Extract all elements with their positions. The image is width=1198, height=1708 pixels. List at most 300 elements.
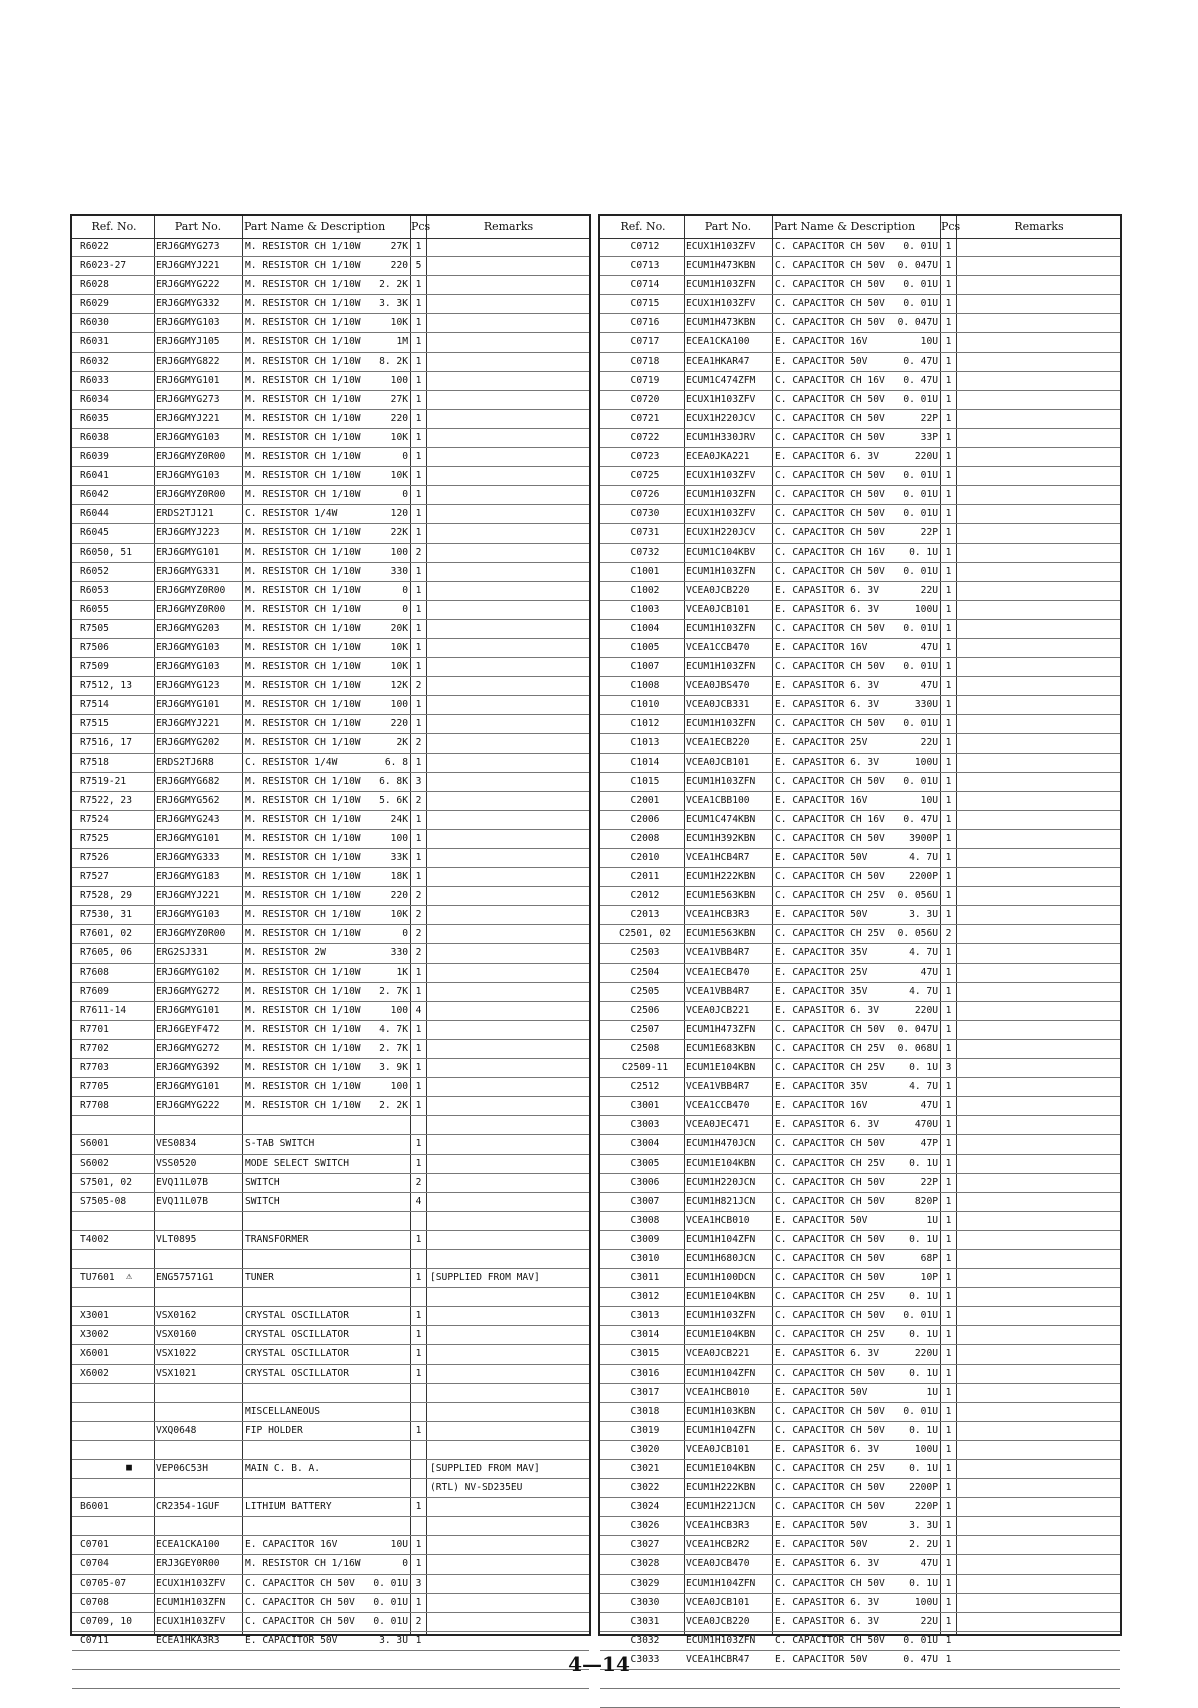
table-row [600,849,1120,868]
pcs-cell: 1 [415,1062,422,1074]
table-row [600,1040,1120,1059]
table-row [72,467,589,486]
pcs-cell: 1 [945,298,952,310]
pcs-cell: 2 [415,680,422,692]
table-row [600,448,1120,467]
part-no-cell: ECEA0JKA221 [686,451,750,463]
ref-no-cell: C2001 [630,794,660,806]
ref-no-cell: C0709, 10 [80,1615,132,1627]
part-name-cell: M. RESISTOR CH 1/10W [245,1062,361,1074]
part-name-cell: C. CAPACITOR CH 50V [775,527,885,539]
table-row [72,1575,589,1594]
ref-no-cell: C2013 [630,909,660,921]
part-no-cell: ERJ6GMYZ0R00 [156,489,226,501]
part-no-cell: ERJ6GMYG101 [156,374,220,386]
part-name-cell: E. CAPACITOR 25V [775,966,868,978]
part-no-cell: ERJ6GMYG682 [156,775,220,787]
part-name-cell: C. CAPACITOR CH 16V [775,813,885,825]
part-name-cell: M. RESISTOR CH 1/10W [245,737,361,749]
part-no-cell: ERJ6GMYG101 [156,1004,220,1016]
part-no-cell: ERJ6GMYG103 [156,909,220,921]
value-cell: 2. 2K [379,279,408,291]
value-cell: 3. 3U [909,1520,938,1532]
part-name-cell: C. CAPACITOR CH 50V [775,279,885,291]
pcs-cell: 1 [415,336,422,348]
value-cell: 33K [390,852,408,863]
part-name-cell: E. CAPACITOR 35V [775,1081,868,1093]
table-body [600,238,1120,1708]
ref-no-cell: C1013 [630,737,660,749]
ref-no-cell: C0721 [630,412,660,424]
part-no-cell: ERJ6GMYJ221 [156,412,220,424]
part-no-cell: VCEA0JCB331 [686,699,750,711]
table-row [72,410,589,429]
table-row [72,1078,589,1097]
table-row [72,1384,589,1403]
part-name-cell: MODE SELECT SWITCH [245,1157,349,1169]
part-no-cell: ECUX1H220JCV [686,412,756,424]
ref-no-cell: C3024 [630,1501,660,1513]
table-row [600,257,1120,276]
header-ref-no: Ref. No. [91,220,137,233]
table-row [600,677,1120,696]
part-no-cell: ERJ6GMYJ223 [156,527,220,539]
table-row [600,314,1120,333]
ref-no-cell: R7701 [80,1023,109,1035]
pcs-cell: 1 [945,1329,952,1341]
value-cell: 33P [920,431,938,443]
table-row [72,1403,589,1422]
part-no-cell: ERJ6GEYF472 [156,1023,220,1035]
table-row [72,257,589,276]
part-name-cell: E. CAPACITOR 50V [775,1653,868,1665]
part-no-cell: VCEA1HCBR47 [686,1653,750,1665]
value-cell: 0. 01U [903,508,938,520]
ref-no-cell: C0726 [630,489,660,501]
table-row [600,1002,1120,1021]
table-row [600,811,1120,830]
part-name-cell: C. CAPACITOR CH 25V [775,1329,885,1341]
table-row [72,1555,589,1574]
part-name-cell: C. CAPACITOR CH 25V [775,1157,885,1169]
part-name-cell: M. RESISTOR CH 1/10W [245,852,361,863]
table-row [72,524,589,543]
part-name-cell: M. RESISTOR CH 1/10W [245,412,361,424]
ref-no-cell: C2508 [630,1042,660,1054]
value-cell: 0. 1U [909,1157,938,1169]
ref-no-cell: R7527 [80,871,109,883]
pcs-cell: 1 [945,832,952,844]
part-no-cell: ECEA1HKA3R3 [156,1634,220,1646]
ref-no-cell: R6029 [80,298,109,310]
pcs-cell: 1 [415,1100,422,1112]
table-row [600,1536,1120,1555]
table-row [72,1479,589,1498]
table-row [72,849,589,868]
table-row [600,1403,1120,1422]
ref-no-cell: C1008 [630,680,660,692]
ref-no-cell: C3017 [630,1386,660,1398]
part-name-cell: M. RESISTOR CH 1/10W [245,317,361,329]
pcs-cell: 1 [945,1405,952,1417]
ref-no-cell: C0730 [630,508,660,520]
part-no-cell: ECUM1H103ZFN [686,718,756,730]
table-row [600,1365,1120,1384]
part-name-cell: M. RESISTOR CH 1/10W [245,718,361,730]
pcs-cell: 1 [415,641,422,653]
pcs-cell: 1 [415,412,422,424]
value-cell: 20K [390,622,408,634]
ref-no-cell: R7702 [80,1042,109,1054]
ref-no-cell: R6042 [80,489,109,501]
ref-no-cell: R6031 [80,336,109,348]
table-row [72,353,589,372]
table-row [600,1326,1120,1345]
pcs-cell: 1 [415,374,422,386]
value-cell: 0. 01U [373,1615,408,1627]
part-name-cell: C. CAPACITOR CH 50V [775,1634,885,1646]
ref-no-cell: C1002 [630,584,660,596]
ref-no-cell: C2504 [630,966,660,978]
part-no-cell: ERJ6GMYG333 [156,852,220,863]
part-name-cell: E. CAPACITOR 50V [775,1214,868,1226]
value-cell: 0. 1U [909,546,938,558]
value-cell: 22P [920,412,938,424]
part-no-cell: VCEA0JCB220 [686,1615,750,1627]
part-no-cell: VCEA0JCB101 [686,1596,750,1608]
value-cell: 100 [390,546,408,558]
table-row [600,1307,1120,1326]
table-row [72,925,589,944]
header-pcs: Pcs [411,220,431,233]
pcs-cell: 1 [945,1653,952,1665]
ref-no-cell: C3006 [630,1176,660,1188]
ref-no-cell: C3022 [630,1482,660,1494]
value-cell: 24K [390,813,408,825]
part-name-cell: M. RESISTOR CH 1/10W [245,1023,361,1035]
table-row [72,333,589,352]
part-name-cell: S-TAB SWITCH [245,1138,315,1150]
ref-no-cell: R6035 [80,412,109,424]
part-name-cell: E. CAPASITOR 6. 3V [775,1119,879,1131]
value-cell: 0. 01U [903,718,938,730]
ref-no-cell: C0715 [630,298,660,310]
part-name-cell: C. CAPACITOR CH 50V [775,661,885,673]
part-name-cell: C. CAPACITOR CH 25V [775,890,885,902]
part-name-cell: C. CAPACITOR CH 50V [245,1615,355,1627]
part-no-cell: EVQ11L07B [156,1176,208,1188]
ref-no-cell: C0722 [630,431,660,443]
header-part-no: Part No. [704,220,752,233]
table-body [72,238,589,1689]
part-no-cell: ECUX1H103ZFV [686,241,756,252]
part-name-cell: C. CAPACITOR CH 50V [775,1405,885,1417]
part-name-cell: E. CAPASITOR 6. 3V [775,1596,879,1608]
part-no-cell: ECEA1CKA100 [686,336,750,348]
value-cell: 3900P [909,832,938,844]
part-name-cell: CRYSTAL OSCILLATOR [245,1310,349,1322]
part-name-cell: M. RESISTOR CH 1/10W [245,871,361,883]
header-ref-no: Ref. No. [620,220,666,233]
value-cell: 0. 01U [903,470,938,482]
part-no-cell: ERJ6GMYG203 [156,622,220,634]
part-name-cell: M. RESISTOR CH 1/10W [245,794,361,806]
part-name-cell: C. CAPACITOR CH 25V [775,928,885,940]
part-no-cell: VCEA1VBB4R7 [686,947,750,959]
value-cell: 820P [914,1195,938,1207]
value-cell: 0. 47U [903,813,938,825]
part-no-cell: ERJ6GMYZ0R00 [156,584,226,596]
pcs-cell: 1 [945,699,952,711]
pcs-cell: 1 [415,985,422,997]
part-name-cell: M. RESISTOR CH 1/16W [245,1558,361,1570]
value-cell: 3. 3U [909,909,938,921]
part-name-cell: C. CAPACITOR CH 50V [775,431,885,443]
pcs-cell: 1 [415,1042,422,1054]
part-name-cell: M. RESISTOR CH 1/10W [245,260,361,272]
value-cell: 10K [390,470,408,482]
table-row [72,1002,589,1021]
pcs-cell: 1 [945,241,952,252]
pcs-cell: 1 [945,565,952,577]
part-no-cell: ECUM1E104KBN [686,1463,756,1474]
pcs-cell: 1 [945,1100,952,1112]
value-cell: 12K [390,680,408,692]
table-row [600,1116,1120,1135]
value-cell: 100 [390,832,408,844]
table-row [72,1021,589,1040]
value-cell: 6. 8 [384,756,408,768]
ref-no-cell: R7601, 02 [80,928,132,940]
table-row [600,1594,1120,1613]
value-cell: 2. 7K [379,1042,408,1054]
pcs-cell: 1 [945,1482,952,1494]
ref-no-cell: R6052 [80,565,109,577]
table-row [600,1498,1120,1517]
table-row [72,276,589,295]
table-row [600,639,1120,658]
table-row [600,734,1120,753]
value-cell: 0. 47U [903,355,938,367]
value-cell: 22U [920,737,938,749]
part-no-cell: VCEA1HCB010 [686,1214,750,1226]
ref-no-cell: R7524 [80,813,109,825]
table-row [600,563,1120,582]
value-cell: 0. 056U [897,890,938,902]
part-name-cell: E. CAPASITOR 6. 3V [775,603,879,615]
pcs-cell: 1 [945,718,952,730]
pcs-cell: 1 [945,985,952,997]
value-cell: 0 [402,451,408,463]
part-no-cell: VCEA0JEC471 [686,1119,750,1131]
table-row [72,1632,589,1651]
part-no-cell: ECEA1HKAR47 [686,355,750,367]
value-cell: 220 [390,718,408,730]
part-name-cell: C. CAPACITOR CH 50V [775,489,885,501]
pcs-cell: 1 [945,1596,952,1608]
pcs-cell: 1 [415,622,422,634]
part-no-cell: VCEA1HCB010 [686,1386,750,1398]
part-no-cell: VCEA0JCB221 [686,1004,750,1016]
table-row [72,1307,589,1326]
part-no-cell: VCEA1HCB3R3 [686,1520,750,1532]
value-cell: 0. 01U [373,1596,408,1608]
part-no-cell: ECUM1H103ZFN [686,1634,756,1646]
value-cell: 0. 047U [897,260,938,272]
table-row [72,906,589,925]
table-row [72,544,589,563]
table-row [600,544,1120,563]
ref-no-cell: S7501, 02 [80,1176,132,1188]
table-row [600,983,1120,1002]
table-row [72,964,589,983]
pcs-cell: 1 [945,1042,952,1054]
part-name-cell: C. CAPACITOR CH 50V [775,1252,885,1264]
value-cell: 0 [402,1558,408,1570]
ref-no-cell: C0711 [80,1634,109,1646]
ref-no-cell: C3029 [630,1577,660,1589]
part-name-cell: M. RESISTOR CH 1/10W [245,603,361,615]
part-name-cell: C. CAPACITOR CH 50V [775,718,885,730]
table-row [600,1250,1120,1269]
part-no-cell: VCEA1HCB3R3 [686,909,750,921]
value-cell: 47U [920,680,938,692]
header-part-name: Part Name & Description [244,220,386,233]
part-no-cell: ECUM1E683KBN [686,1042,756,1054]
value-cell: 0. 47U [903,374,938,386]
pcs-cell: 1 [945,260,952,272]
table-row [72,1365,589,1384]
value-cell: 4. 7U [909,852,938,863]
part-name-cell: M. RESISTOR CH 1/10W [245,470,361,482]
pcs-cell: 2 [945,928,952,940]
part-no-cell: ECUX1H103ZFV [686,470,756,482]
part-name-cell: E. CAPASITOR 6. 3V [775,699,879,711]
part-no-cell: ECUX1H103ZFV [156,1615,226,1627]
part-name-cell: C. CAPACITOR CH 50V [775,565,885,577]
pcs-cell: 1 [945,508,952,520]
table-row [72,639,589,658]
part-no-cell: ECUM1C474ZFM [686,374,756,386]
ref-no-cell: C0725 [630,470,660,482]
ref-no-cell: R6028 [80,279,109,291]
pcs-cell: 1 [945,966,952,978]
part-no-cell: ERJ3GEY0R00 [156,1558,220,1570]
ref-no-cell: C2010 [630,852,660,863]
part-no-cell: ECUM1H222KBN [686,1482,756,1494]
pcs-cell: 1 [945,374,952,386]
part-no-cell: VCEA1CCB470 [686,641,750,653]
pcs-cell: 1 [415,1634,422,1646]
pcs-cell: 1 [945,1520,952,1532]
table-row [600,1441,1120,1460]
table-row [72,1345,589,1364]
part-name-cell: M. RESISTOR CH 1/10W [245,393,361,405]
header-part-name: Part Name & Description [774,220,916,233]
ref-no-cell: C3013 [630,1310,660,1322]
table-row [600,238,1120,257]
value-cell: 47U [920,1558,938,1570]
pcs-cell: 1 [945,470,952,482]
table-row [72,887,589,906]
pcs-cell: 1 [945,355,952,367]
pcs-cell: 1 [945,1004,952,1016]
value-cell: 0. 1U [909,1062,938,1074]
table-row [600,715,1120,734]
pcs-cell: 1 [945,890,952,902]
value-cell: 18K [390,871,408,883]
part-name-cell: M. RESISTOR CH 1/10W [245,641,361,653]
ref-no-cell: B6001 [80,1501,109,1513]
part-name-cell: M. RESISTOR CH 1/10W [245,1100,361,1112]
ref-no-cell: S7505-08 [80,1195,127,1207]
pcs-cell: 4 [415,1195,422,1207]
table-row [72,1135,589,1154]
ref-no-cell: R6044 [80,508,109,520]
part-no-cell: ECUM1H103KBN [686,1405,756,1417]
value-cell: 10K [390,641,408,653]
value-cell: 0. 01U [903,1310,938,1322]
pcs-cell: 2 [415,1615,422,1627]
part-name-cell: SWITCH [245,1195,280,1207]
pcs-cell: 1 [415,1233,422,1245]
value-cell: 10U [920,794,938,806]
table-row [600,1384,1120,1403]
pcs-cell: 1 [945,1348,952,1360]
table-row [600,906,1120,925]
value-cell: 4. 7K [379,1023,408,1035]
ref-no-cell: R7526 [80,852,109,863]
pcs-cell: 1 [415,661,422,673]
value-cell: 27K [390,393,408,405]
part-name-cell: FIP HOLDER [245,1424,303,1436]
table-row [600,524,1120,543]
part-no-cell: VEP06C53H [156,1463,208,1474]
part-no-cell: VSX1022 [156,1348,197,1360]
pcs-cell: 1 [945,871,952,883]
table-row [72,1040,589,1059]
value-cell: 0. 047U [897,1023,938,1035]
part-name-cell: E. CAPASITOR 6. 3V [775,584,879,596]
value-cell: 100 [390,699,408,711]
part-name-cell: M. RESISTOR CH 1/10W [245,832,361,844]
pcs-cell: 1 [945,622,952,634]
part-name-cell: C. CAPACITOR CH 50V [775,775,885,787]
part-no-cell: ECUM1H103ZFN [156,1596,226,1608]
part-name-cell: SWITCH [245,1176,280,1188]
value-cell: 0. 01U [903,1405,938,1417]
table-row [72,1231,589,1250]
part-name-cell: C. CAPACITOR CH 25V [775,1291,885,1303]
part-no-cell: ERJ6GMYG222 [156,1100,220,1112]
pcs-cell: 2 [415,909,422,921]
table-row [72,448,589,467]
part-name-cell: E. CAPASITOR 6. 3V [775,1615,879,1627]
table-row [600,391,1120,410]
table-row [72,563,589,582]
part-no-cell: ERJ6GMYG222 [156,279,220,291]
part-name-cell: C. CAPACITOR CH 50V [775,1195,885,1207]
table-row [72,715,589,734]
table-row [600,429,1120,448]
part-name-cell: C. CAPACITOR CH 50V [775,298,885,310]
value-cell: 100U [914,756,938,768]
table-row [600,1689,1120,1708]
value-cell: 22K [390,527,408,539]
table-row [72,1174,589,1193]
pcs-cell: 1 [415,489,422,501]
part-name-cell: E. CAPASITOR 6. 3V [775,1558,879,1570]
